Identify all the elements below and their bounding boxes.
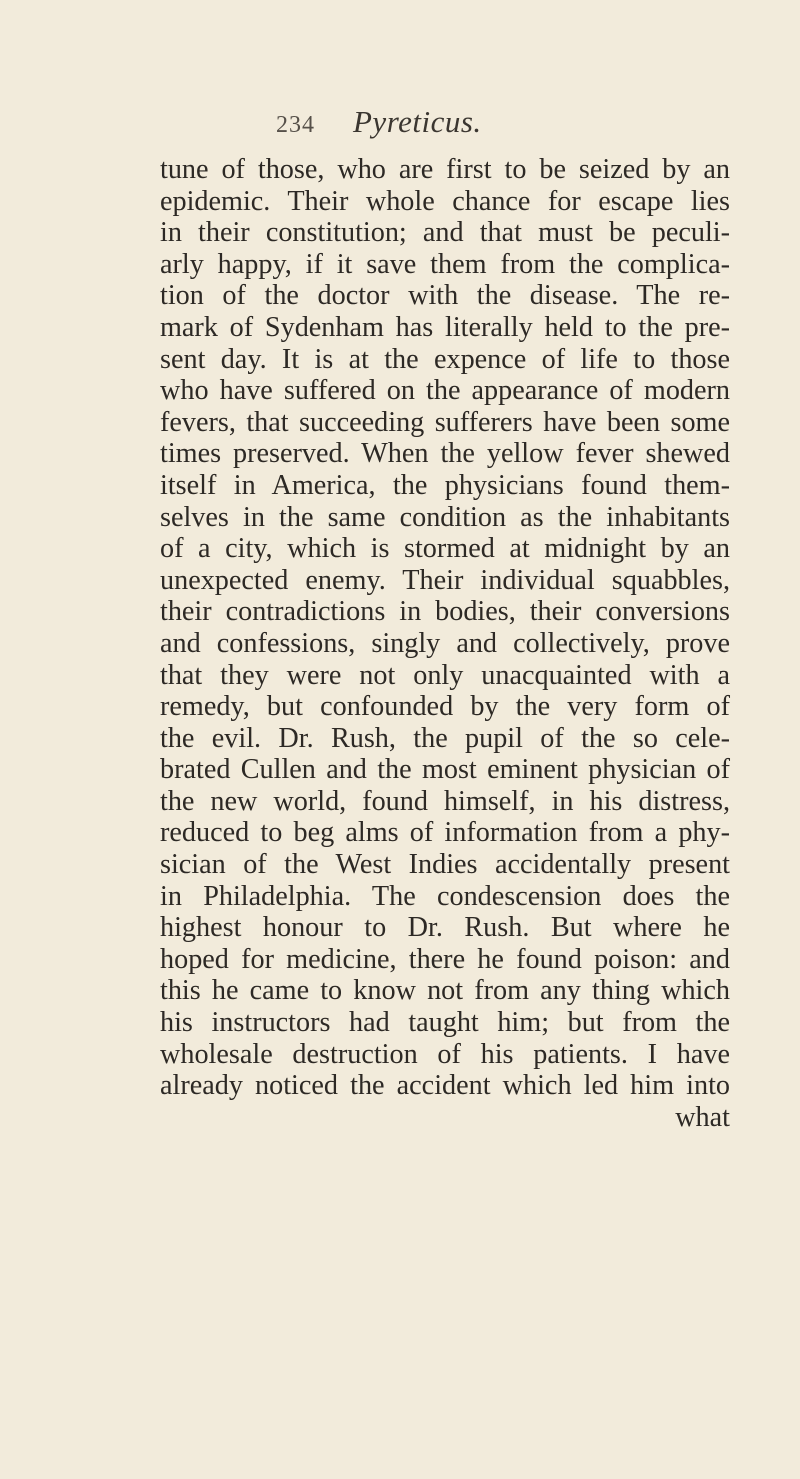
text-line: sent day. It is at the expence of life to those	[160, 343, 730, 375]
text-line: reduced to beg alms of information from a phy-	[160, 817, 730, 849]
text-line: highest honour to Dr. Rush. But where he	[160, 912, 730, 944]
text-line: tion of the doctor with the disease. The re-	[160, 280, 730, 312]
text-line: his instructors had taught him; but from the	[160, 1007, 730, 1039]
text-line: selves in the same condition as the inhabitants	[160, 501, 730, 533]
text-line: the evil. Dr. Rush, the pupil of the so cele-	[160, 722, 730, 754]
text-line: sician of the West Indies accidentally present	[160, 849, 730, 881]
text-line: already noticed the accident which led him into	[160, 1070, 730, 1102]
text-line: times preserved. When the yellow fever shewed	[160, 438, 730, 470]
text-line: arly happy, if it save them from the complica-	[160, 248, 730, 280]
text-line: of a city, which is stormed at midnight by an	[160, 533, 730, 565]
text-line: their contradictions in bodies, their conversions	[160, 596, 730, 628]
text-line: who have suffered on the appearance of modern	[160, 375, 730, 407]
text-line: this he came to know not from any thing which	[160, 975, 730, 1007]
text-line: epidemic. Their whole chance for escape lies	[160, 185, 730, 217]
text-line: remedy, but confounded by the very form of	[160, 691, 730, 723]
page-number: 234	[276, 112, 315, 138]
text-line: and confessions, singly and collectively, prove	[160, 627, 730, 659]
text-line: hoped for medicine, there he found poison: and	[160, 943, 730, 975]
running-title: Pyreticus.	[353, 104, 482, 139]
text-line: unexpected enemy. Their individual squabbles,	[160, 564, 730, 596]
page-header	[276, 104, 482, 140]
text-line: wholesale destruction of his patients. I have	[160, 1038, 730, 1070]
text-line: fevers, that succeeding sufferers have been some	[160, 406, 730, 438]
text-line: the new world, found himself, in his distress,	[160, 785, 730, 817]
text-line: mark of Sydenham has literally held to the pre-	[160, 311, 730, 343]
text-line: tune of those, who are first to be seized by an	[160, 154, 730, 185]
text-line: in Philadelphia. The condescension does the	[160, 880, 730, 912]
text-line: brated Cullen and the most eminent physician of	[160, 754, 730, 786]
text-line: that they were not only unacquainted with a	[160, 659, 730, 691]
text-line: in their constitution; and that must be peculi-	[160, 217, 730, 249]
body-text	[160, 155, 730, 1134]
text-line: itself in America, the physicians found them-	[160, 469, 730, 501]
catchword: what	[675, 1101, 730, 1133]
